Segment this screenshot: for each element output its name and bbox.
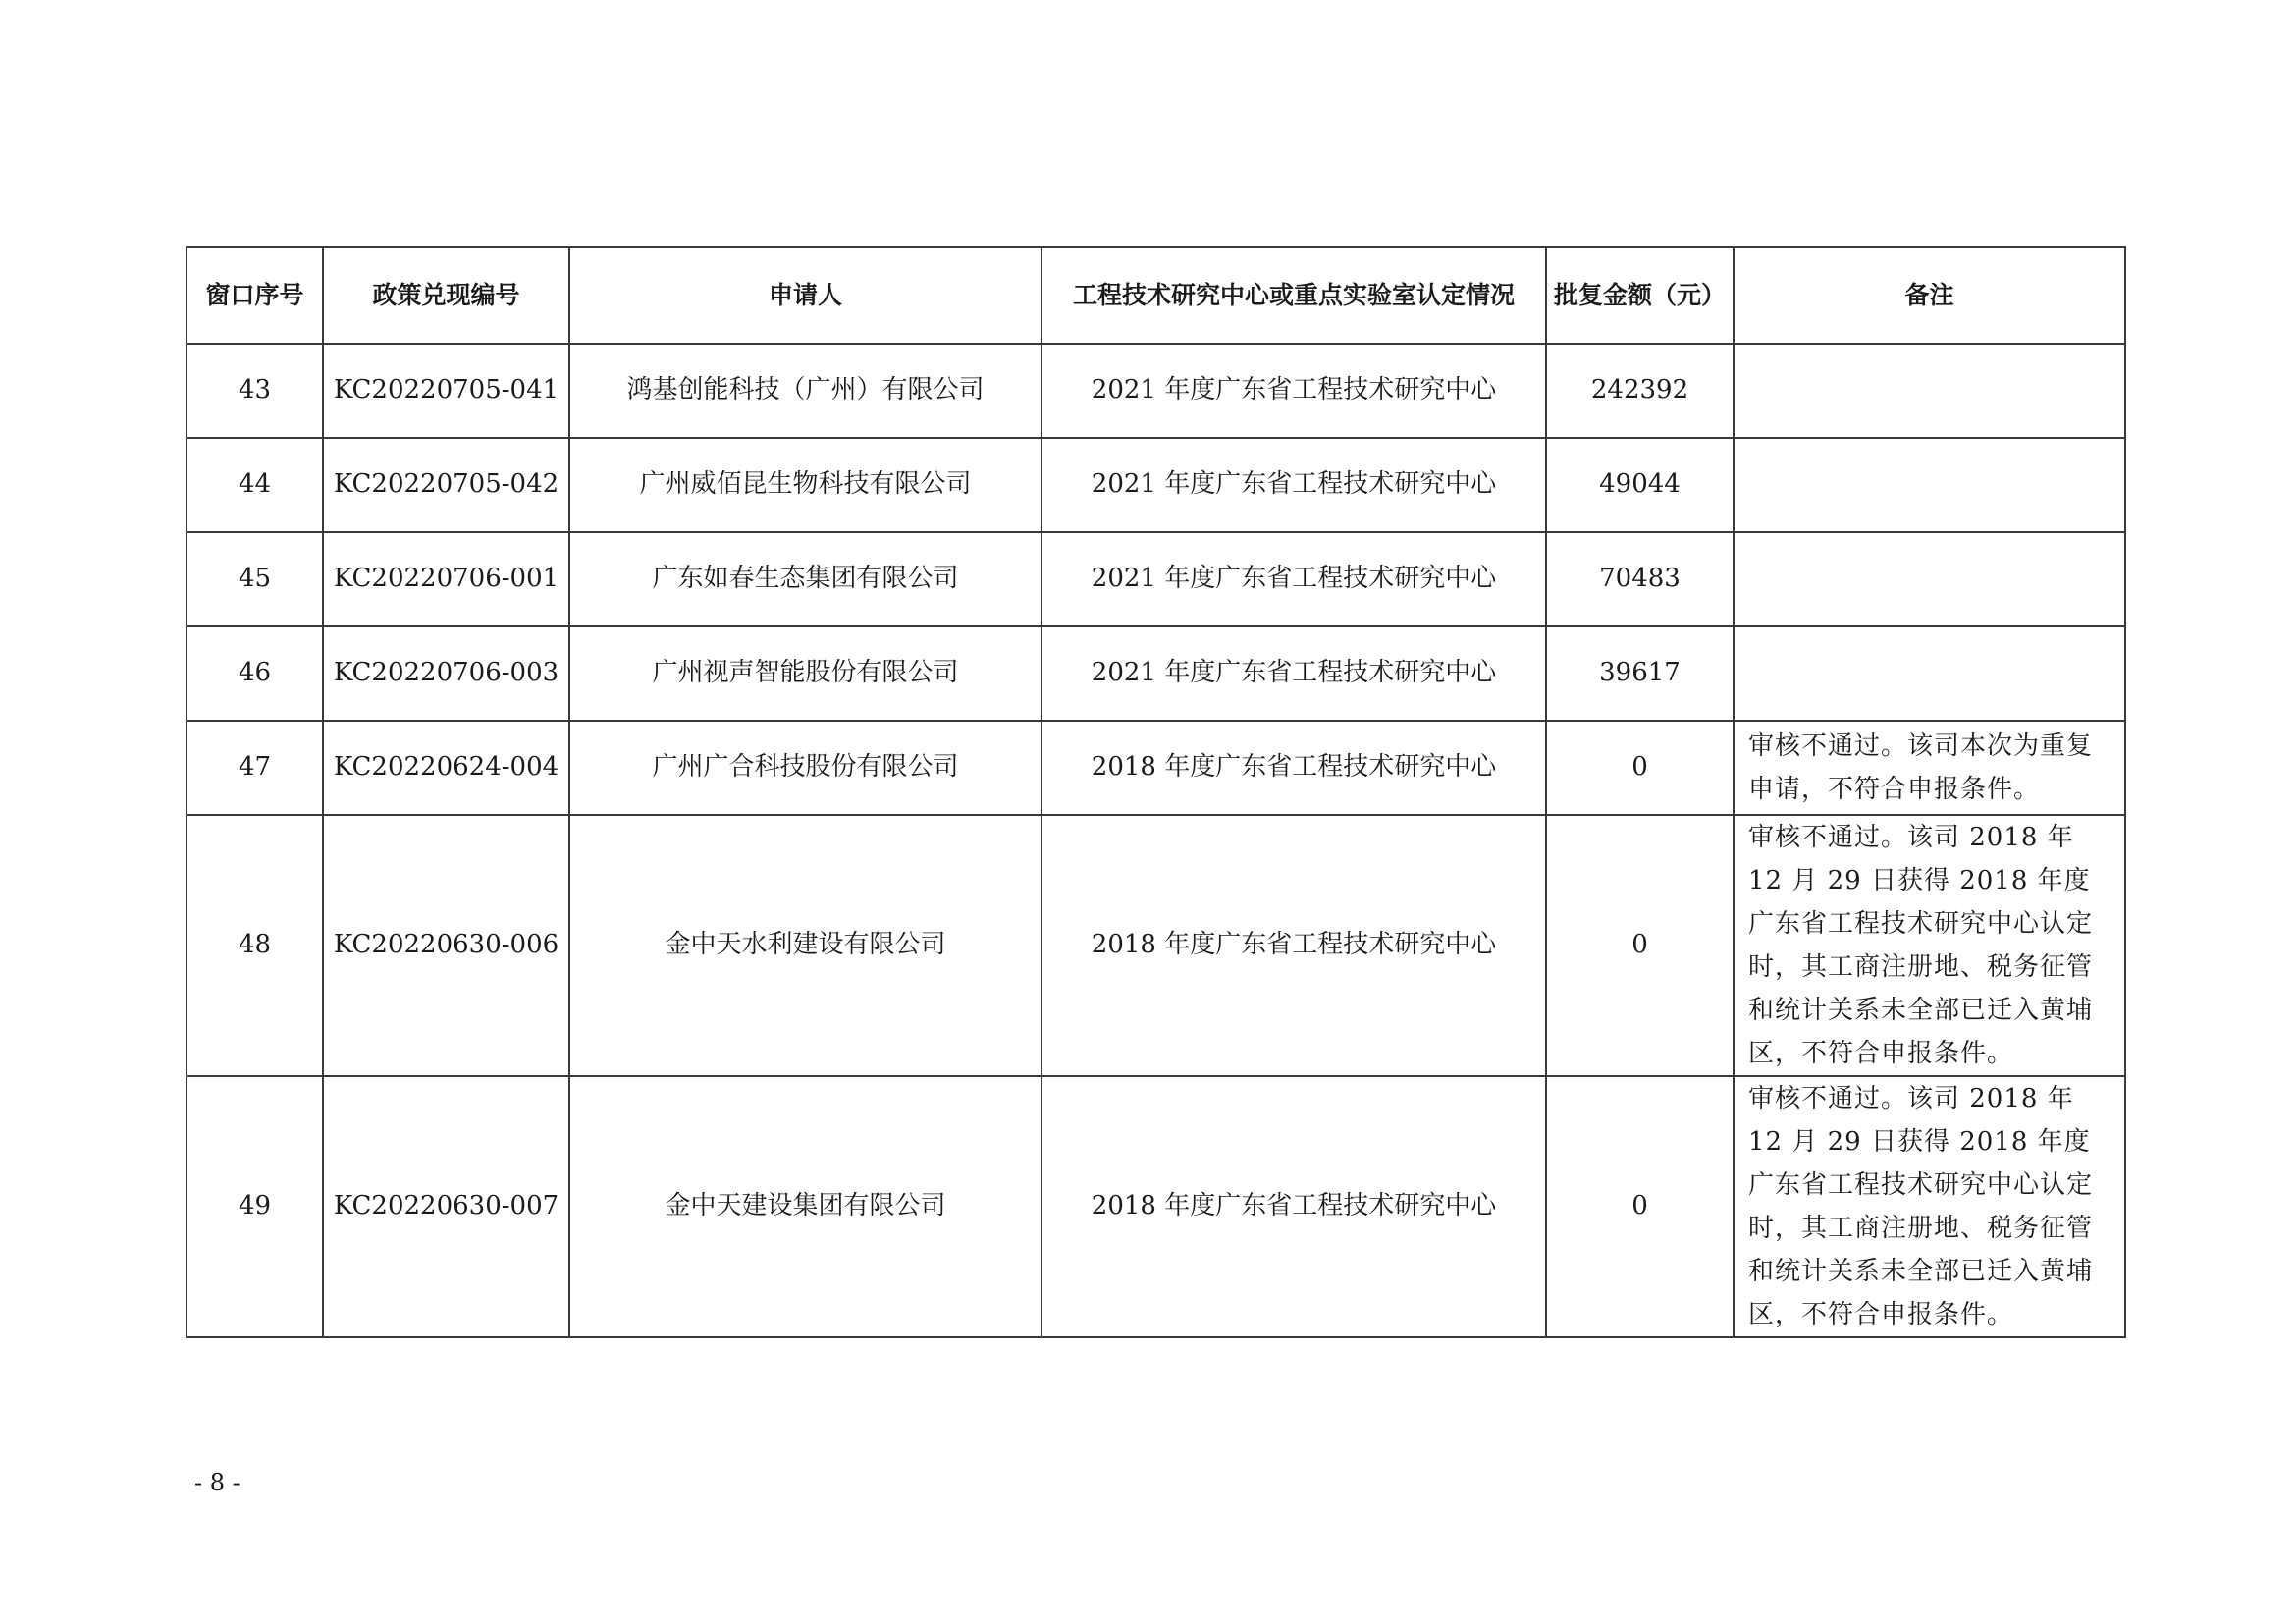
cell-policy-code: KC20220706-001 (323, 532, 569, 626)
cell-window-no: 48 (187, 815, 323, 1076)
table-row (187, 344, 2125, 438)
cell-window-no: 49 (187, 1076, 323, 1337)
cell-policy-code: KC20220705-042 (323, 438, 569, 532)
header-certification: 工程技术研究中心或重点实验室认定情况 (1041, 247, 1546, 344)
cell-note: 审核不通过。该司本次为重复申请，不符合申报条件。 (1734, 721, 2125, 815)
cell-window-no: 46 (187, 626, 323, 721)
cell-certification: 2018 年度广东省工程技术研究中心 (1041, 815, 1546, 1076)
cell-applicant: 广州广合科技股份有限公司 (569, 721, 1041, 815)
table-row (187, 721, 2125, 815)
table-header-row (187, 247, 2125, 344)
cell-amount: 0 (1546, 1076, 1734, 1337)
cell-amount: 49044 (1546, 438, 1734, 532)
cell-applicant: 广州威佰昆生物科技有限公司 (569, 438, 1041, 532)
cell-amount: 70483 (1546, 532, 1734, 626)
table-row (187, 815, 2125, 1076)
cell-policy-code: KC20220705-041 (323, 344, 569, 438)
cell-window-no: 44 (187, 438, 323, 532)
cell-policy-code: KC20220624-004 (323, 721, 569, 815)
approval-table (186, 246, 2126, 1338)
cell-note (1734, 626, 2125, 721)
header-note: 备注 (1734, 247, 2125, 344)
cell-amount: 0 (1546, 815, 1734, 1076)
cell-certification: 2021 年度广东省工程技术研究中心 (1041, 532, 1546, 626)
cell-certification: 2018 年度广东省工程技术研究中心 (1041, 721, 1546, 815)
cell-applicant: 鸿基创能科技（广州）有限公司 (569, 344, 1041, 438)
cell-amount: 39617 (1546, 626, 1734, 721)
cell-policy-code: KC20220706-003 (323, 626, 569, 721)
cell-window-no: 47 (187, 721, 323, 815)
cell-amount: 242392 (1546, 344, 1734, 438)
cell-note (1734, 532, 2125, 626)
table-row (187, 532, 2125, 626)
cell-policy-code: KC20220630-006 (323, 815, 569, 1076)
table-row (187, 626, 2125, 721)
cell-applicant: 广州视声智能股份有限公司 (569, 626, 1041, 721)
cell-applicant: 金中天建设集团有限公司 (569, 1076, 1041, 1337)
header-window-no: 窗口序号 (187, 247, 323, 344)
cell-note (1734, 438, 2125, 532)
header-amount: 批复金额（元） (1546, 247, 1734, 344)
cell-note (1734, 344, 2125, 438)
cell-policy-code: KC20220630-007 (323, 1076, 569, 1337)
cell-certification: 2021 年度广东省工程技术研究中心 (1041, 344, 1546, 438)
page-number: - 8 - (194, 1469, 240, 1496)
table-row (187, 438, 2125, 532)
header-applicant: 申请人 (569, 247, 1041, 344)
cell-certification: 2018 年度广东省工程技术研究中心 (1041, 1076, 1546, 1337)
cell-amount: 0 (1546, 721, 1734, 815)
cell-window-no: 43 (187, 344, 323, 438)
header-policy-code: 政策兑现编号 (323, 247, 569, 344)
cell-certification: 2021 年度广东省工程技术研究中心 (1041, 626, 1546, 721)
cell-applicant: 广东如春生态集团有限公司 (569, 532, 1041, 626)
cell-certification: 2021 年度广东省工程技术研究中心 (1041, 438, 1546, 532)
cell-note: 审核不通过。该司 2018 年 12 月 29 日获得 2018 年度广东省工程技术研究中心认定时，其工商注册地、税务征管和统计关系未全部已迁入黄埔区，不符合申报条件。 (1734, 1076, 2125, 1337)
cell-note: 审核不通过。该司 2018 年 12 月 29 日获得 2018 年度广东省工程技术研究中心认定时，其工商注册地、税务征管和统计关系未全部已迁入黄埔区，不符合申报条件。 (1734, 815, 2125, 1076)
cell-applicant: 金中天水利建设有限公司 (569, 815, 1041, 1076)
cell-window-no: 45 (187, 532, 323, 626)
table-row (187, 1076, 2125, 1337)
